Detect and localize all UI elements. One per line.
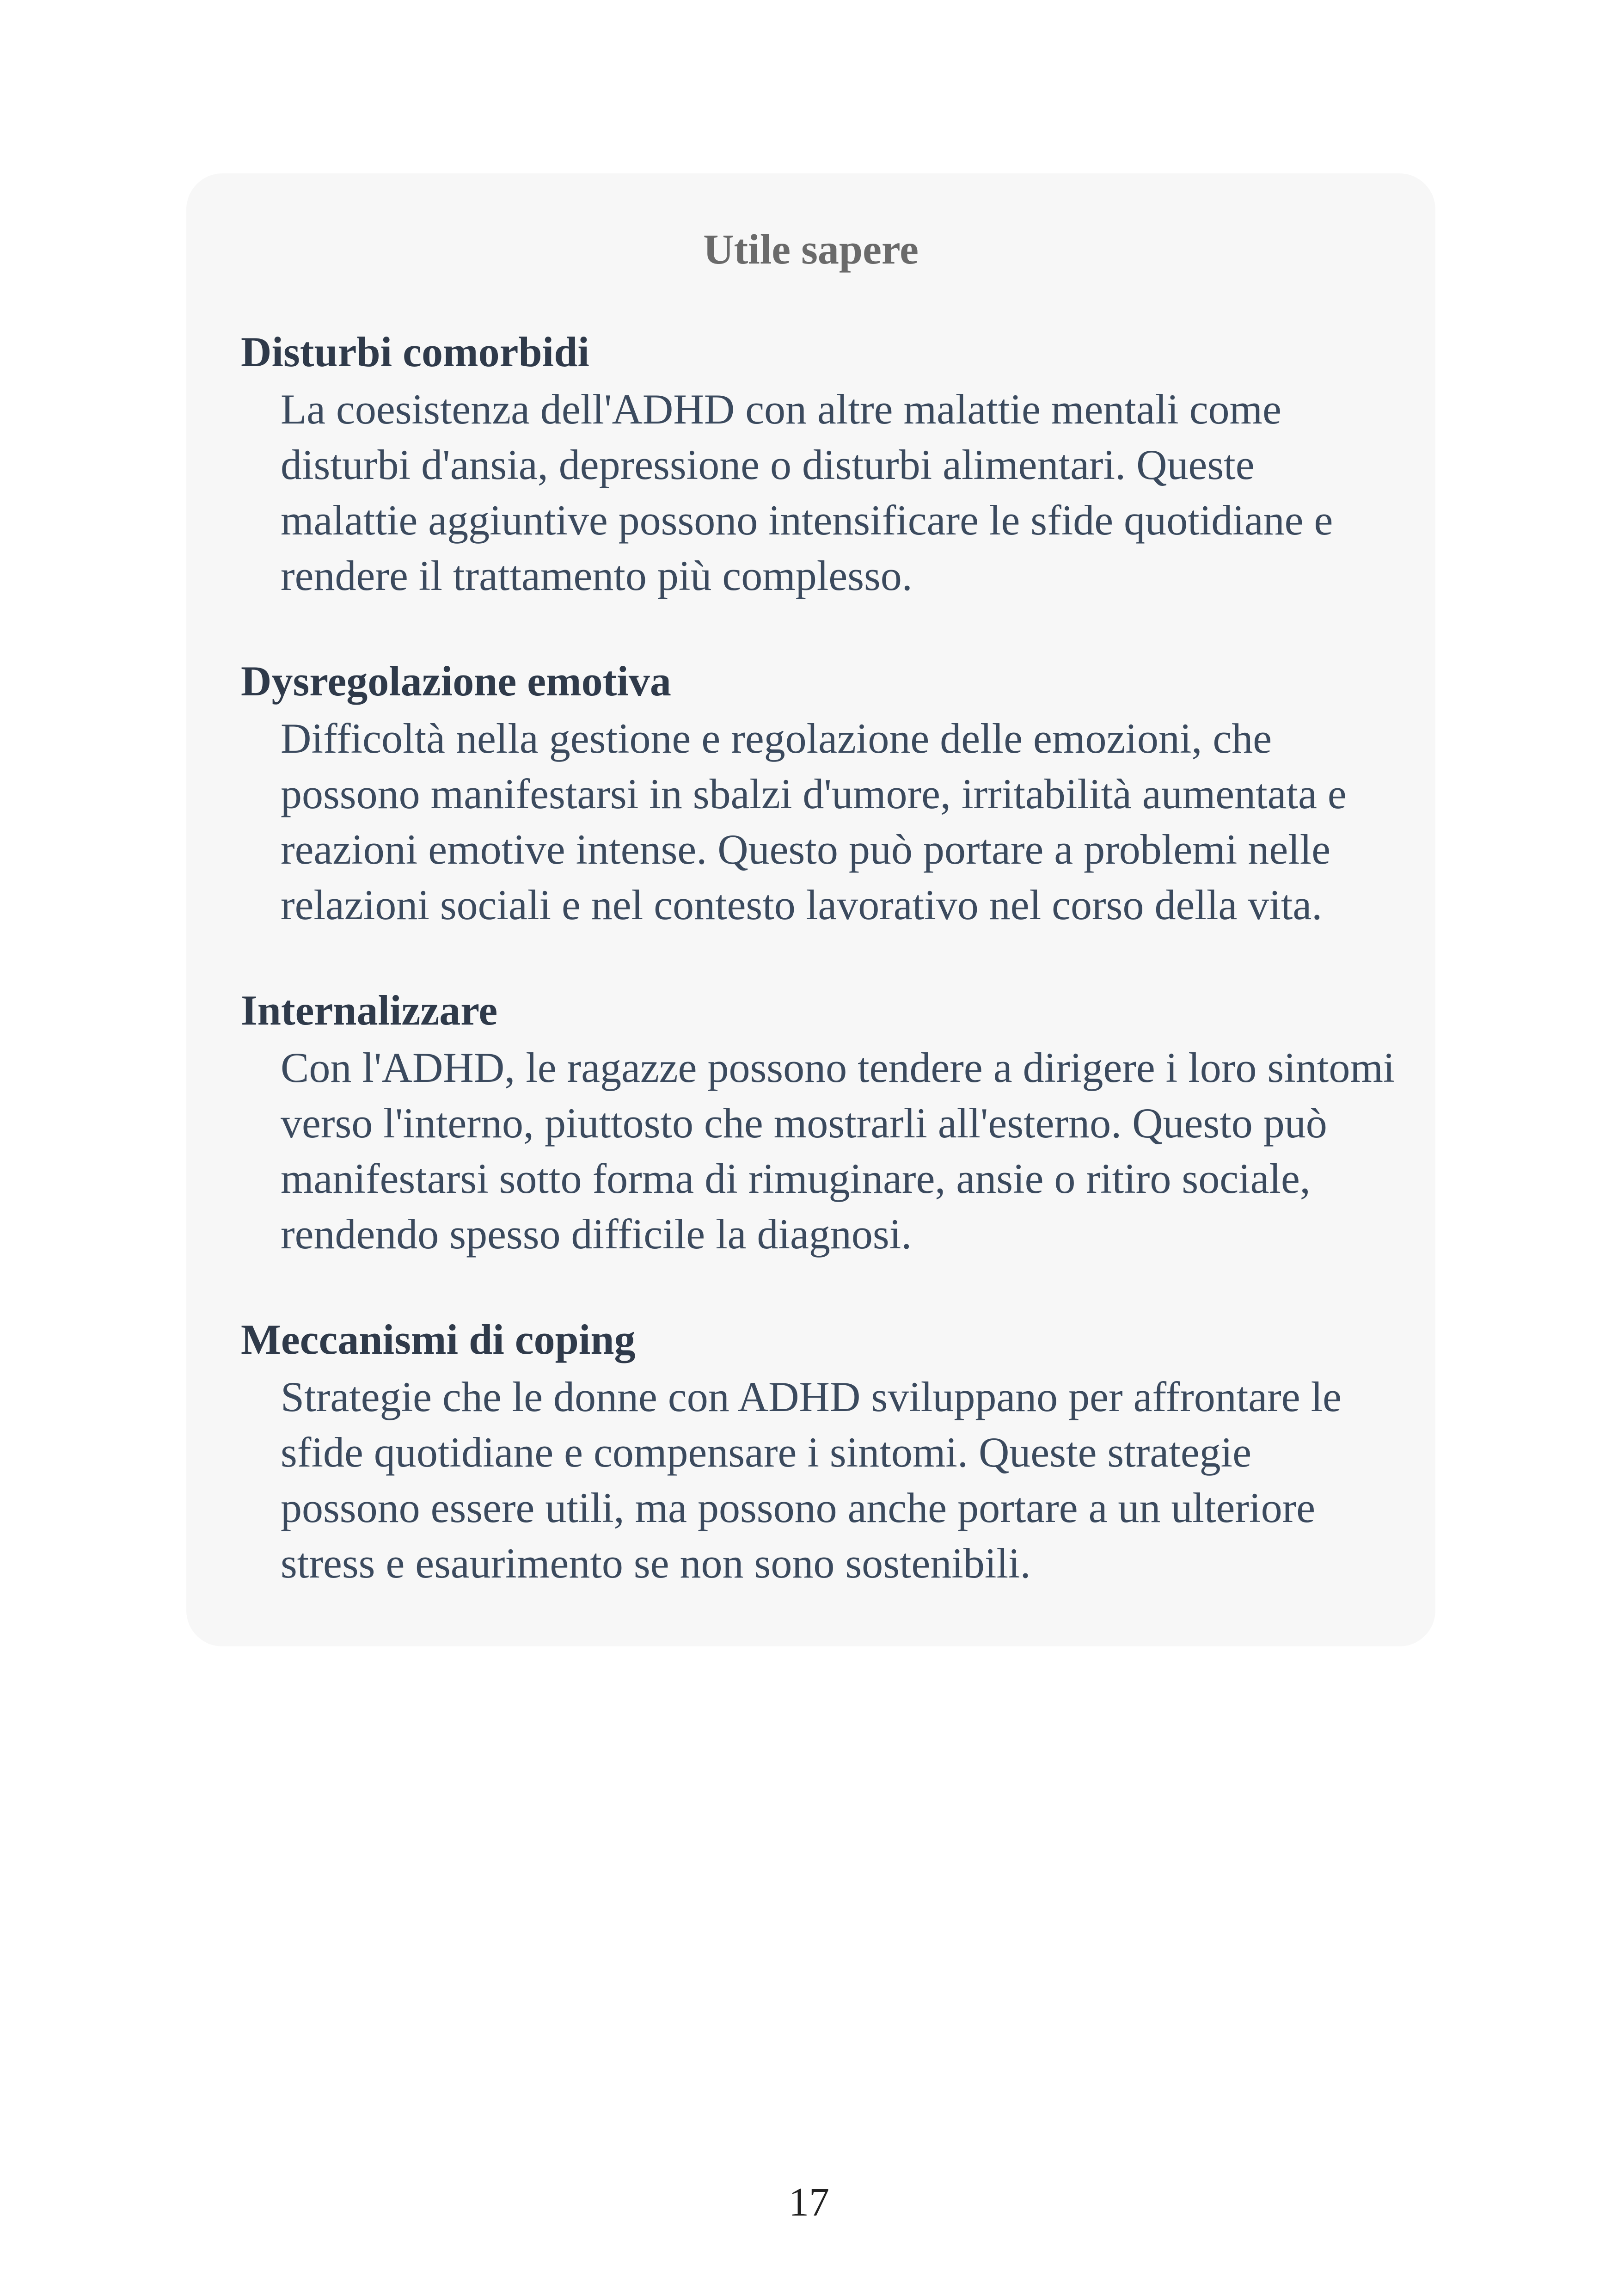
glossary-definition: Strategie che le donne con ADHD sviluppano per affrontare le sfide quotidiane e compensare i sintomi. Queste strategie possono essere utili, ma possono anche portare a un ulteriore stress e esaurimento se non sono sostenibili. [281, 1373, 1342, 1587]
glossary-list [241, 326, 1398, 1643]
info-box-title: Utile sapere [703, 226, 919, 273]
info-box [186, 173, 1435, 1646]
glossary-term: Internalizzare [241, 987, 498, 1034]
page-number: 17 [789, 2180, 829, 2225]
glossary-entry [241, 984, 1398, 1262]
glossary-entry [241, 1314, 1398, 1591]
glossary-term: Meccanismi di coping [241, 1316, 636, 1363]
glossary-definition: La coesistenza dell'ADHD con altre malattie mentali come disturbi d'ansia, depressione o disturbi alimentari. Queste malattie aggiuntive possono intensificare le sfide quotidiane e rendere il trattamento più complesso. [281, 386, 1333, 599]
glossary-definition: Difficoltà nella gestione e regolazione delle emozioni, che possono manifestarsi in sbalzi d'umore, irritabilità aumentata e reazioni emotive intense. Questo può portare a problemi nelle relazioni sociali e nel contesto lavorativo nel corso della vita. [281, 715, 1347, 928]
glossary-entry [241, 655, 1398, 933]
glossary-term: Disturbi comorbidi [241, 328, 589, 375]
glossary-definition: Con l'ADHD, le ragazze possono tendere a dirigere i loro sintomi verso l'interno, piuttosto che mostrarli all'esterno. Questo può manifestarsi sotto forma di rimuginare, ansie o ritiro sociale, rendendo spesso difficile la diagnosi. [281, 1044, 1395, 1258]
glossary-term: Dysregolazione emotiva [241, 657, 671, 705]
glossary-entry [241, 326, 1398, 603]
